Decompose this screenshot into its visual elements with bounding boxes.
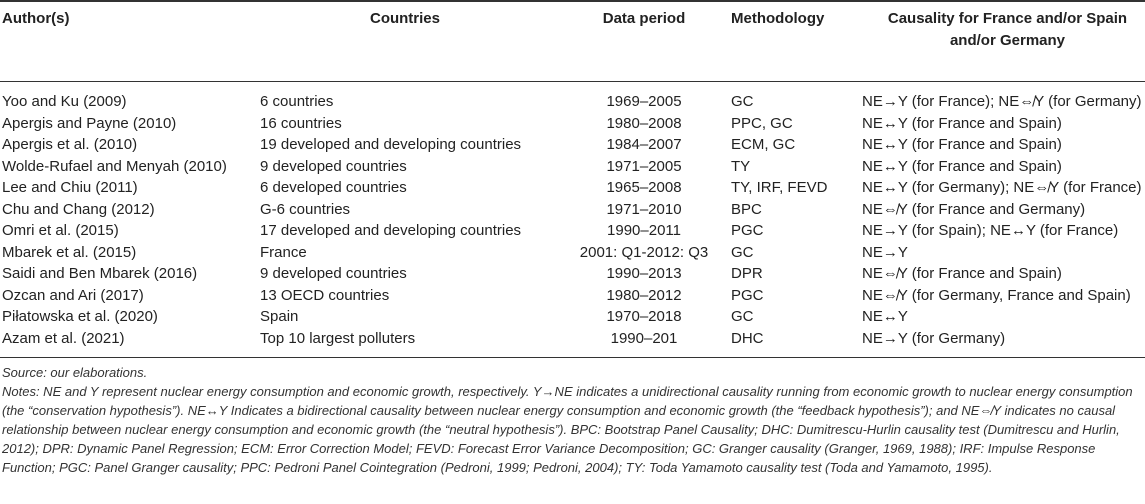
cell-causality: NE⇎Y (for Germany, France and Spain) [862, 286, 1131, 304]
cell-author: Mbarek et al. (2015) [2, 243, 137, 261]
cell-causality: NE⇎Y (for France and Germany) [862, 200, 1086, 218]
cell-period: 1980–2012 [606, 286, 682, 304]
cell-causality: NE↔Y (for Germany); NE⇎Y (for France) [862, 179, 1142, 196]
cell-causality: NE⇎Y (for France and Spain) [862, 265, 1062, 282]
cell-period: 1970–2018 [606, 308, 682, 325]
cell-causality: NE→Y (for Germany) [862, 329, 1006, 347]
cell-countries: G-6 countries [260, 200, 351, 218]
table-header-rule [0, 81, 1145, 82]
cell-method: DPR [731, 265, 763, 282]
cell-period: 1971–2005 [606, 157, 682, 175]
cell-method: GC [731, 93, 754, 110]
table-row [0, 199, 1145, 221]
cell-period: 1990–201 [610, 329, 678, 347]
table-row [0, 285, 1145, 307]
header-methodology: Methodology [731, 10, 825, 27]
cell-countries: 16 countries [260, 114, 342, 132]
table-row [0, 242, 1145, 264]
cell-period: 1980–2008 [606, 114, 682, 132]
table-row [0, 328, 1145, 350]
table-bottom-rule [0, 357, 1145, 358]
cell-author: Yoo and Ku (2009) [2, 93, 127, 110]
abbreviations-note: Notes: NE and Y represent nuclear energy consumption and economic growth, respectively. Y→NE indicates a unidirectional causality running from economic growth to nuclear energy consumption (the “conservation hypothesis”). NE↔Y Indicates a bidirectional causality between nuclear energy consumption and economic growth (the “feedback hypothesis”); and NE⇎Y indicates no causal relationship between nuclear energy consumption and economic growth (the “neutral hypothesis”). BPC: Bootstrap Panel Causality; DHC: Dumitrescu-Hurlin causality test (Dumitrescu and Hurlin, 2012); DPR: Dynamic Panel Regression; ECM: Error Correction Model; FEVD: Forecast Error Variance Decomposition; GC: Granger causality (Granger, 1969, 1988); IRF: Impulse Response Function; PGC: Panel Granger causality; PPC: Pedroni Panel Cointegration (Pedroni, 1999; Pedroni, 2004); TY: Toda Yamamoto causality test (Toda and Yamamoto, 1995). [2, 384, 1133, 475]
cell-countries: 6 developed countries [260, 179, 407, 196]
table-footnotes [2, 363, 1140, 477]
cell-author: Piłatowska et al. (2020) [2, 308, 158, 325]
cell-period: 1969–2005 [606, 93, 682, 110]
cell-method: PGC [731, 222, 764, 239]
table-row [0, 113, 1145, 135]
table-row [0, 306, 1145, 328]
cell-method: ECM, GC [731, 136, 796, 153]
cell-author: Chu and Chang (2012) [2, 200, 155, 218]
cell-author: Saidi and Ben Mbarek (2016) [2, 265, 198, 282]
cell-countries: 13 OECD countries [260, 286, 390, 304]
cell-method: PPC, GC [731, 114, 793, 132]
cell-causality: NE↔Y [862, 308, 908, 325]
table-row [0, 91, 1145, 113]
header-data-period: Data period [602, 10, 686, 27]
cell-causality: NE↔Y (for France and Spain) [862, 114, 1062, 132]
cell-author: Lee and Chiu (2011) [2, 179, 138, 196]
cell-method: TY [731, 157, 751, 175]
table-row [0, 220, 1145, 242]
header-author: Author(s) [2, 10, 70, 27]
cell-author: Wolde-Rufael and Menyah (2010) [2, 157, 227, 175]
cell-author: Azam et al. (2021) [2, 329, 125, 347]
header-causality: Causality for France and/or Spain and/or Germany [887, 10, 1128, 49]
table-body [0, 91, 1145, 349]
cell-countries: Spain [260, 308, 299, 325]
cell-method: DHC [731, 329, 764, 347]
cell-method: PGC [731, 286, 764, 304]
cell-period: 1990–2011 [607, 222, 681, 239]
cell-causality: NE→Y [862, 243, 908, 261]
cell-method: BPC [731, 200, 762, 218]
cell-author: Ozcan and Ari (2017) [2, 286, 144, 304]
cell-causality: NE→Y (for Spain); NE↔Y (for France) [862, 222, 1119, 239]
cell-period: 2001: Q1-2012: Q3 [579, 243, 709, 261]
cell-period: 1990–2013 [606, 265, 682, 282]
cell-author: Apergis and Payne (2010) [2, 114, 177, 132]
cell-causality: NE→Y (for France); NE⇎Y (for Germany) [862, 93, 1142, 110]
cell-countries: 6 countries [260, 93, 334, 110]
table-top-rule [0, 0, 1145, 2]
table-row [0, 263, 1145, 285]
cell-period: 1984–2007 [606, 136, 682, 153]
table-row [0, 177, 1145, 199]
cell-causality: NE↔Y (for France and Spain) [862, 157, 1062, 175]
source-note: Source: our elaborations. [2, 365, 148, 380]
cell-countries: 9 developed countries [260, 157, 407, 175]
table-row [0, 134, 1145, 156]
cell-method: TY, IRF, FEVD [731, 179, 828, 196]
cell-period: 1965–2008 [606, 179, 682, 196]
cell-period: 1971–2010 [606, 200, 682, 218]
cell-countries: 19 developed and developing countries [260, 136, 522, 153]
header-countries: Countries [369, 10, 440, 27]
cell-countries: 17 developed and developing countries [260, 222, 522, 239]
cell-countries: Top 10 largest polluters [260, 329, 416, 347]
cell-author: Apergis et al. (2010) [2, 136, 138, 153]
cell-method: GC [731, 243, 754, 261]
cell-countries: 9 developed countries [260, 265, 407, 282]
table-row [0, 156, 1145, 178]
cell-countries: France [260, 243, 307, 261]
cell-author: Omri et al. (2015) [2, 222, 119, 239]
cell-causality: NE↔Y (for France and Spain) [862, 136, 1062, 153]
cell-method: GC [731, 308, 754, 325]
